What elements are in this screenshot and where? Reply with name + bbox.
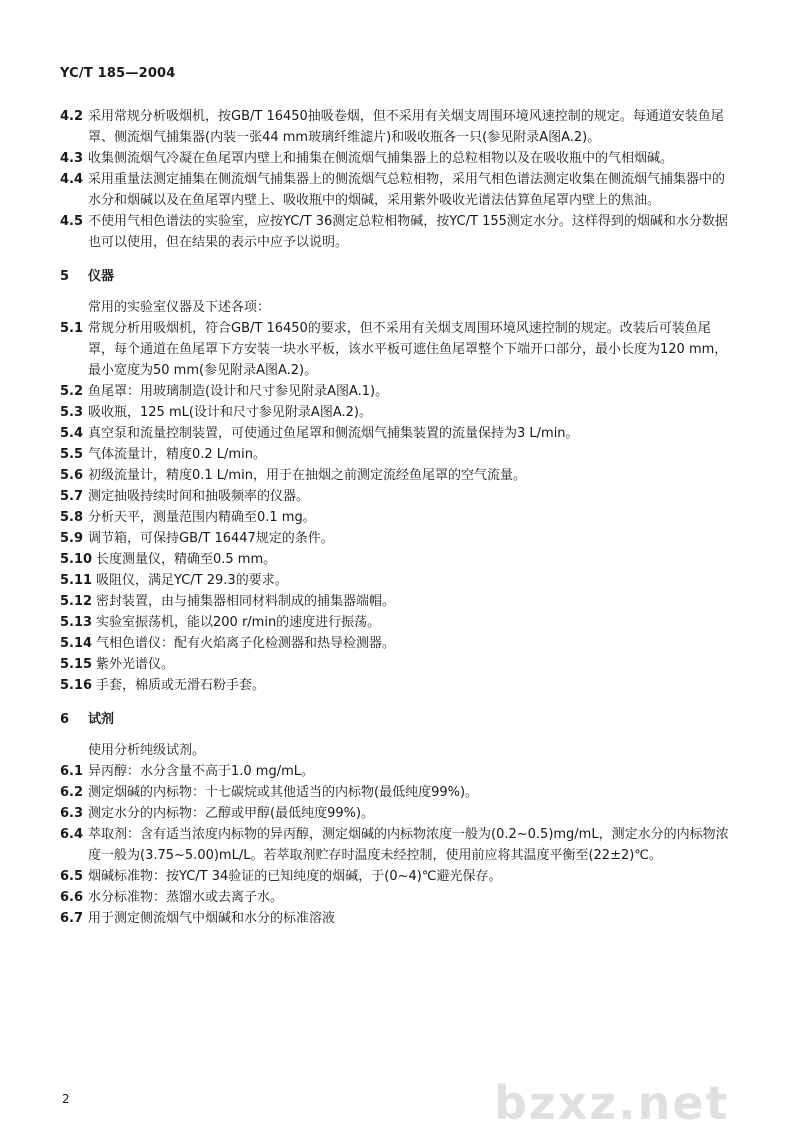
clause-row <box>60 782 732 803</box>
clause-number: 5.3 <box>60 405 84 420</box>
clause-number: 6.4 <box>60 827 84 842</box>
clause-number: 5.14 <box>60 636 93 651</box>
clause-number: 6.2 <box>60 785 84 800</box>
clause-text: 测定水分的内标物：乙醇或甲醇(最低纯度99%)。 <box>88 806 375 821</box>
clause-row <box>60 908 732 929</box>
clause-row <box>60 866 732 887</box>
clause-number: 5.2 <box>60 384 84 399</box>
clause-text: 鱼尾罩：用玻璃制造(设计和尺寸参见附录A图A.1)。 <box>88 384 389 399</box>
clause-row <box>60 675 732 696</box>
clause-row <box>60 148 732 169</box>
clause-row <box>60 381 732 402</box>
clause-text: 异丙醇：水分含量不高于1.0 mg/mL。 <box>88 764 315 779</box>
clause-text: 采用常规分析吸烟机，按GB/T 16450抽吸卷烟，但不采用有关烟支周围环境风速控制的规定。每通道安装鱼尾罩、侧流烟气捕集器(内装一张44 mm玻璃纤维滤片)和吸收瓶各一只(参见附录A图A.2)。 <box>88 109 724 145</box>
clause-number: 6.3 <box>60 806 84 821</box>
clause-row <box>60 887 732 908</box>
clause-number: 5.7 <box>60 489 84 504</box>
clause-number: 5.16 <box>60 678 93 693</box>
clause-text: 采用重量法测定捕集在侧流烟气捕集器上的侧流烟气总粒相物，采用气相色谱法测定收集在侧流烟气捕集器中的水分和烟碱以及在鱼尾罩内壁上、吸收瓶中的烟碱，采用紫外吸收光谱法估算鱼尾罩内壁上的焦油。 <box>88 172 726 208</box>
clause-text: 分析天平，测量范围内精确至0.1 mg。 <box>88 510 316 525</box>
clause-text: 吸阻仪，满足YC/T 29.3的要求。 <box>96 573 288 588</box>
clause-row <box>60 549 732 570</box>
clause-number: 5.9 <box>60 531 84 546</box>
clause-number: 4.2 <box>60 109 84 124</box>
section-number: 6 <box>60 712 70 727</box>
section-title: 仪器 <box>88 269 115 284</box>
clause-text: 紫外光谱仪。 <box>96 657 175 672</box>
clause-row <box>60 318 732 381</box>
clause-row <box>60 402 732 423</box>
clause-row <box>60 570 732 591</box>
section-5-heading <box>60 266 732 287</box>
clause-text: 密封装置，由与捕集器相同材料制成的捕集器端帽。 <box>96 594 396 609</box>
clause-text: 不使用气相色谱法的实验室，应按YC/T 36测定总粒相物碱，按YC/T 155测定水分。这样得到的烟碱和水分数据也可以使用，但在结果的表示中应予以说明。 <box>88 214 728 250</box>
section-title: 试剂 <box>88 712 115 727</box>
clause-text: 调节箱，可保持GB/T 16447规定的条件。 <box>88 531 334 546</box>
section-4-clauses <box>60 106 732 253</box>
section-number: 5 <box>60 269 70 284</box>
clause-text: 用于测定侧流烟气中烟碱和水分的标准溶液 <box>88 911 336 926</box>
clause-row <box>60 444 732 465</box>
watermark-logo: bzxz.net <box>494 1076 730 1130</box>
section-5-clauses <box>60 318 732 696</box>
section-5-intro: 常用的实验室仪器及下述各项： <box>88 300 271 315</box>
clause-number: 6.1 <box>60 764 84 779</box>
clause-text: 萃取剂：含有适当浓度内标物的异丙醇，测定烟碱的内标物浓度一般为(0.2~0.5)mg/mL，测定水分的内标物浓度一般为(3.75~5.00)mL/L。若萃取剂贮存时温度未经控制，使用前应将其温度平衡至(22±2)℃。 <box>88 827 729 863</box>
clause-number: 5.11 <box>60 573 93 588</box>
clause-row <box>60 612 732 633</box>
section-6-heading <box>60 709 732 730</box>
clause-number: 5.15 <box>60 657 93 672</box>
clause-number: 5.5 <box>60 447 84 462</box>
clause-text: 气相色谱仪：配有火焰离子化检测器和热导检测器。 <box>96 636 396 651</box>
clause-number: 5.8 <box>60 510 84 525</box>
clause-row <box>60 169 732 211</box>
standard-code: YC/T 185—2004 <box>60 66 176 81</box>
clause-row <box>60 528 732 549</box>
clause-text: 烟碱标准物：按YC/T 34验证的已知纯度的烟碱，于(0~4)℃避光保存。 <box>88 869 502 884</box>
clause-number: 5.12 <box>60 594 93 609</box>
clause-number: 4.3 <box>60 151 84 166</box>
clause-row <box>60 761 732 782</box>
clause-row <box>60 507 732 528</box>
clause-text: 吸收瓶，125 mL(设计和尺寸参见附录A图A.2)。 <box>88 405 372 420</box>
clause-row <box>60 465 732 486</box>
clause-number: 5.1 <box>60 321 84 336</box>
clause-row <box>60 824 732 866</box>
clause-number: 6.6 <box>60 890 84 905</box>
clause-number: 6.5 <box>60 869 84 884</box>
clause-row <box>60 211 732 253</box>
clause-row <box>60 106 732 148</box>
clause-number: 4.5 <box>60 214 84 229</box>
clause-number: 4.4 <box>60 172 84 187</box>
clause-text: 常规分析用吸烟机，符合GB/T 16450的要求，但不采用有关烟支周围环境风速控制的规定。改装后可装鱼尾罩，每个通道在鱼尾罩下方安装一块水平板，该水平板可遮住鱼尾罩整个下端开口部分，最小长度为120 mm，最小宽度为50 mm(参见附录A图A.2)。 <box>88 321 728 378</box>
clause-text: 实验室振荡机，能以200 r/min的速度进行振荡。 <box>96 615 381 630</box>
clause-row <box>60 591 732 612</box>
document-body <box>60 106 732 929</box>
page-number: 2 <box>62 1092 70 1106</box>
clause-number: 6.7 <box>60 911 84 926</box>
clause-text: 测定烟碱的内标物：十七碳烷或其他适当的内标物(最低纯度99%)。 <box>88 785 479 800</box>
clause-text: 收集侧流烟气冷凝在鱼尾罩内壁上和捕集在侧流烟气捕集器上的总粒相物以及在吸收瓶中的气相烟碱。 <box>88 151 674 166</box>
section-6-clauses <box>60 761 732 929</box>
clause-row <box>60 654 732 675</box>
clause-row <box>60 803 732 824</box>
clause-number: 5.6 <box>60 468 84 483</box>
clause-number: 5.4 <box>60 426 84 441</box>
clause-row <box>60 486 732 507</box>
clause-number: 5.13 <box>60 615 93 630</box>
clause-text: 手套，棉质或无滑石粉手套。 <box>96 678 266 693</box>
clause-row <box>60 423 732 444</box>
clause-number: 5.10 <box>60 552 93 567</box>
clause-text: 初级流量计，精度0.1 L/min，用于在抽烟之前测定流经鱼尾罩的空气流量。 <box>88 468 526 483</box>
clause-row <box>60 633 732 654</box>
clause-text: 真空泵和流量控制装置，可使通过鱼尾罩和侧流烟气捕集装置的流量保持为3 L/min。 <box>88 426 579 441</box>
clause-text: 测定抽吸持续时间和抽吸频率的仪器。 <box>88 489 310 504</box>
clause-text: 长度测量仪，精确至0.5 mm。 <box>96 552 277 567</box>
clause-text: 气体流量计，精度0.2 L/min。 <box>88 447 266 462</box>
clause-text: 水分标准物：蒸馏水或去离子水。 <box>88 890 284 905</box>
section-6-intro: 使用分析纯级试剂。 <box>88 743 206 758</box>
